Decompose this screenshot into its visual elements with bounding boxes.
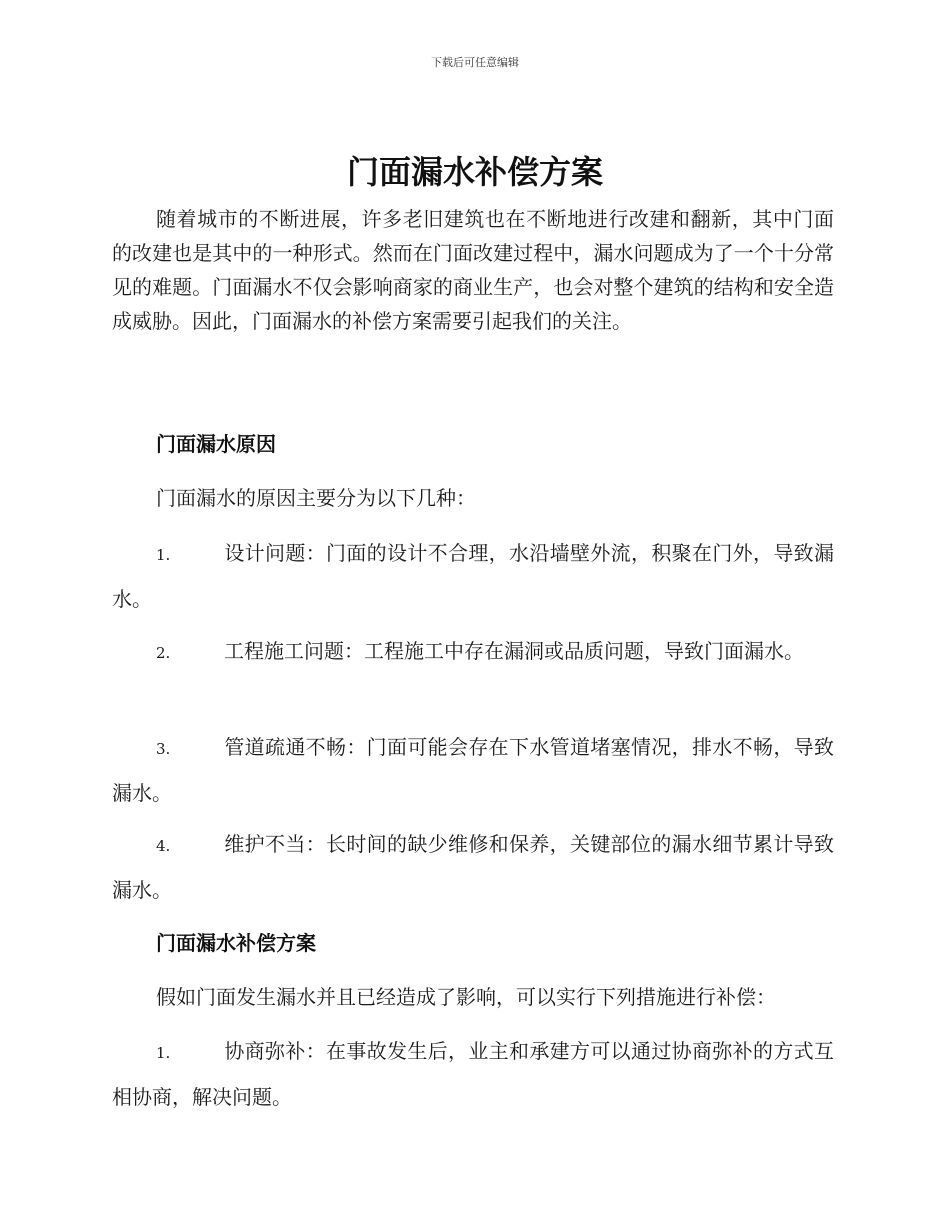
list-item-text: 维护不当：长时间的缺少维修和保养，关键部位的漏水细节累计导致漏水。: [112, 832, 834, 902]
intro-paragraph: [112, 202, 834, 338]
section-heading-compensation: 门面漏水补偿方案: [156, 931, 316, 955]
compensation-lead-text: 假如门面发生漏水并且已经造成了影响，可以实行下列措施进行补偿：: [156, 985, 776, 1009]
list-item: [112, 725, 834, 815]
list-item-text: 工程施工问题：工程施工中存在漏洞或品质问题，导致门面漏水。: [224, 639, 804, 663]
list-item-text: 协商弥补：在事故发生后，业主和承建方可以通过协商弥补的方式互相协商，解决问题。: [112, 1039, 834, 1109]
list-item-text: 设计问题：门面的设计不合理，水沿墙壁外流，积聚在门外，导致漏水。: [112, 541, 834, 611]
list-item: [112, 531, 834, 621]
header-note: 下载后可任意编辑: [431, 56, 519, 69]
list-number: 4.: [156, 837, 171, 855]
intro-text: 随着城市的不断进展，许多老旧建筑也在不断地进行改建和翻新，其中门面的改建也是其中的一种形式。然而在门面改建过程中，漏水问题成为了一个十分常见的难题。门面漏水不仅会影响商家的商业生产，也会对整个建筑的结构和安全造成威胁。因此，门面漏水的补偿方案需要引起我们的关注。: [112, 207, 834, 333]
list-number: 1.: [156, 546, 171, 564]
list-item: [112, 1029, 834, 1119]
list-number: 1.: [156, 1044, 171, 1062]
list-item: [112, 822, 834, 912]
compensation-lead: [112, 975, 834, 1019]
causes-lead-text: 门面漏水的原因主要分为以下几种：: [156, 486, 476, 510]
list-number: 2.: [156, 644, 171, 662]
section-heading-causes: 门面漏水原因: [156, 432, 276, 456]
list-item-text: 管道疏通不畅：门面可能会存在下水管道堵塞情况，排水不畅，导致漏水。: [112, 735, 834, 805]
causes-lead: [112, 476, 834, 520]
list-item: [112, 629, 834, 675]
list-number: 3.: [156, 740, 171, 758]
document-title: 门面漏水补偿方案: [346, 153, 603, 191]
